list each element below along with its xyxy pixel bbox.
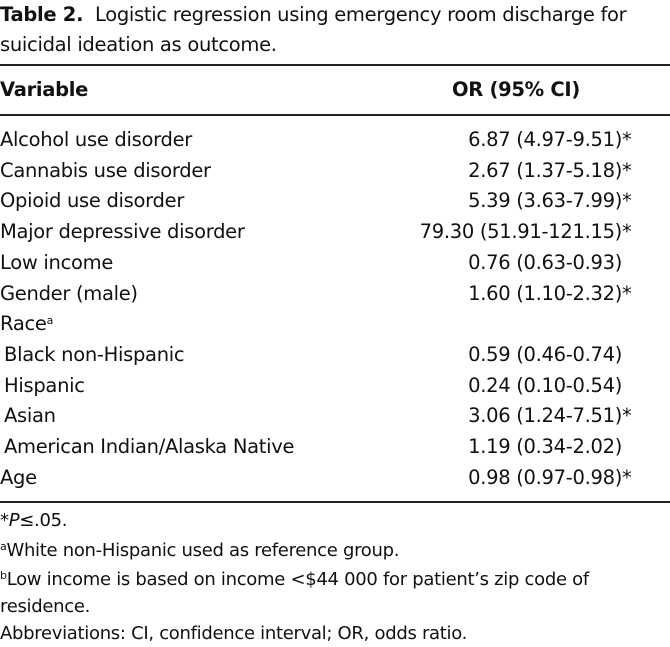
or-cell <box>468 343 622 366</box>
variable-label: Hispanic <box>4 373 85 397</box>
footnote-p <box>0 510 67 531</box>
variable-cell <box>0 251 113 274</box>
or-cell <box>468 435 622 458</box>
variable-label: Asian <box>4 404 56 428</box>
significance-marker: * <box>622 404 632 428</box>
variable-label: Low income <box>0 250 114 274</box>
table-row <box>0 435 670 466</box>
table-row <box>0 189 670 220</box>
significance-marker: * <box>622 128 632 151</box>
variable-label: American Indian/Alaska Native <box>4 435 295 458</box>
table-row <box>0 374 670 405</box>
significance-marker: * <box>622 189 632 213</box>
header-or: OR (95% CI) <box>452 78 580 101</box>
footnote-a-text: White non-Hispanic used as reference group. <box>6 540 400 561</box>
significance-marker: * <box>622 158 632 182</box>
table-row <box>0 312 670 343</box>
footnote-b-mark: b <box>0 569 7 582</box>
footnote-abbreviations: Abbreviations: CI, confidence interval; OR, odds ratio. <box>0 623 468 644</box>
variable-cell <box>0 159 211 182</box>
or-cell <box>468 158 632 182</box>
footnote-b-text: Low income is based on income <$44 000 for patient’s zip code of <box>6 569 589 590</box>
table-caption <box>0 0 670 60</box>
bottom-rule <box>0 501 670 503</box>
variable-label: Black non-Hispanic <box>4 342 185 366</box>
variable-label: Major depressive disorder <box>0 220 245 244</box>
or-value: 79.30 (51.91-121.15) <box>419 220 622 244</box>
table-row <box>0 251 670 282</box>
footnote-b-cont: residence. <box>0 596 91 617</box>
variable-label: Alcohol use disorder <box>0 128 192 151</box>
variable-label: Race <box>0 312 47 336</box>
variable-label: Gender (male) <box>0 281 138 305</box>
table-row <box>0 466 670 497</box>
variable-cell <box>0 312 53 335</box>
variable-cell <box>4 374 85 397</box>
table-title: Logistic regression using emergency room discharge for suicidal ideation as outcome. <box>0 3 627 56</box>
table-label: Table 2. <box>0 3 84 26</box>
or-value: 2.67 (1.37-5.18) <box>468 158 622 182</box>
or-cell <box>468 128 632 151</box>
variable-cell <box>0 128 192 151</box>
header-rule <box>0 114 670 116</box>
table-row <box>0 343 670 374</box>
or-value: 3.06 (1.24-7.51) <box>468 404 622 428</box>
or-cell <box>419 220 632 244</box>
or-value: 1.60 (1.10-2.32) <box>468 281 622 305</box>
variable-cell <box>0 189 184 212</box>
table-row <box>0 404 670 435</box>
footnote-a <box>0 540 399 561</box>
footnote-p-text: ≤.05. <box>19 510 68 531</box>
or-value: 6.87 (4.97-9.51) <box>468 128 622 151</box>
footnote-star: * <box>0 510 9 531</box>
or-cell <box>468 189 632 213</box>
significance-marker: * <box>622 281 632 305</box>
or-cell <box>468 374 622 397</box>
variable-label: Age <box>0 465 37 489</box>
variable-cell <box>0 220 245 243</box>
variable-label: Cannabis use disorder <box>0 158 211 182</box>
or-value: 0.76 (0.63-0.93) <box>468 250 622 274</box>
table-row <box>0 159 670 190</box>
or-value: 5.39 (3.63-7.99) <box>468 189 622 213</box>
variable-cell <box>4 435 294 458</box>
table-row <box>0 220 670 251</box>
or-cell <box>468 281 632 305</box>
footnote-p-letter: P <box>8 510 20 531</box>
or-value: 0.59 (0.46-0.74) <box>468 342 622 366</box>
or-value: 0.98 (0.97-0.98) <box>468 465 622 489</box>
or-cell <box>468 465 632 489</box>
footnote-a-mark: a <box>0 540 7 553</box>
or-cell <box>468 404 632 428</box>
top-rule <box>0 64 670 66</box>
variable-cell <box>0 282 138 305</box>
variable-cell <box>4 343 184 366</box>
footnote-marker: a <box>46 314 54 328</box>
table-row <box>0 282 670 313</box>
variable-label: Opioid use disorder <box>0 189 185 213</box>
significance-marker: * <box>622 220 632 244</box>
variable-cell <box>0 466 37 489</box>
table-row <box>0 128 670 159</box>
significance-marker: * <box>622 465 632 489</box>
footnote-b <box>0 569 589 590</box>
header-variable: Variable <box>0 78 89 101</box>
variable-cell <box>4 404 56 427</box>
or-cell <box>468 251 622 274</box>
or-value: 1.19 (0.34-2.02) <box>468 435 622 458</box>
or-value: 0.24 (0.10-0.54) <box>468 373 622 397</box>
